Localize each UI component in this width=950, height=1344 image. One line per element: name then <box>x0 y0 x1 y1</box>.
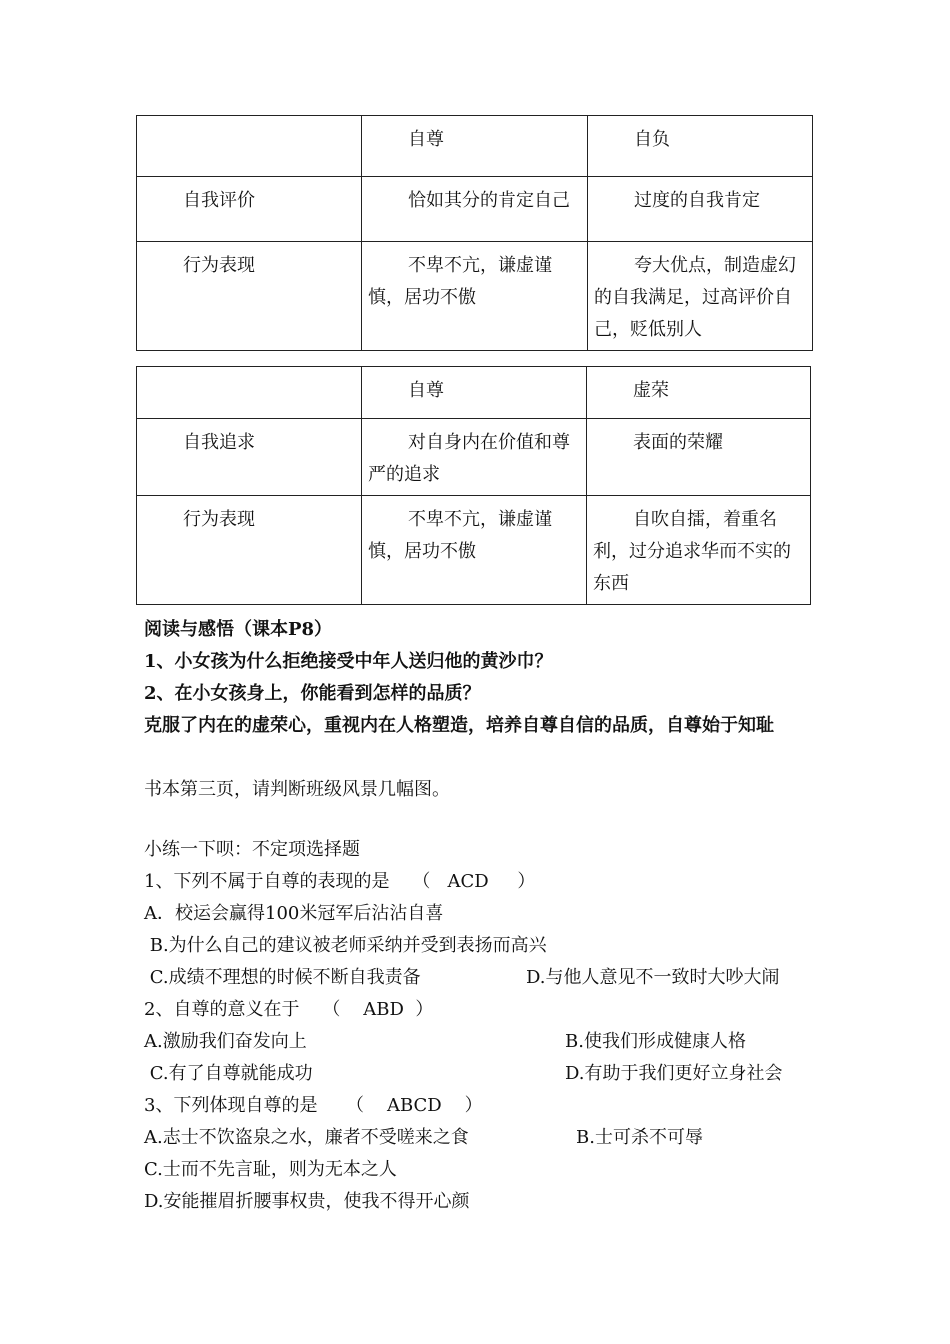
question-1-stem: 1、下列不属于自尊的表现的是 （ ACD ） <box>144 871 536 892</box>
comparison-table-self-esteem-vs-vanity <box>136 366 811 605</box>
comparison-table-self-esteem-vs-conceit <box>136 115 813 351</box>
question-2-option-a: A.激励我们奋发向上 <box>144 1031 307 1052</box>
table-row <box>137 419 811 496</box>
table-cell: 不卑不亢，谦虚谨慎，居功不傲 <box>362 496 587 605</box>
table-cell: 自吹自擂，着重名利，过分追求华而不实的东西 <box>587 496 811 605</box>
question-2-stem: 2、自尊的意义在于 （ ABD ） <box>144 999 434 1020</box>
question-1-option-b: B.为什么自己的建议被老师采纳并受到表扬而高兴 <box>144 935 547 956</box>
table-cell: 恰如其分的肯定自己 <box>362 177 588 242</box>
row-label-cell: 行为表现 <box>137 496 362 605</box>
question-3-option-a: A.志士不饮盗泉之水，廉者不受嗟来之食 <box>144 1127 469 1148</box>
table-row <box>137 242 813 351</box>
table-row <box>137 496 811 605</box>
table-row <box>137 177 813 242</box>
question-3-option-c: C.士而不先言耻，则为无本之人 <box>144 1159 397 1180</box>
question-1-option-a: A．校运会赢得100米冠军后沾沾自喜 <box>144 903 444 924</box>
row-label-cell: 行为表现 <box>137 242 362 351</box>
practice-title: 小练一下呗：不定项选择题 <box>144 839 360 860</box>
table-header-cell: 自负 <box>588 116 813 177</box>
table-header-cell: 自尊 <box>362 367 587 419</box>
table-cell: 表面的荣耀 <box>587 419 811 496</box>
table-cell: 不卑不亢，谦虚谨慎，居功不傲 <box>362 242 588 351</box>
reading-note: 书本第三页，请判断班级风景几幅图。 <box>144 779 450 800</box>
table-cell: 对自身内在价值和尊严的追求 <box>362 419 587 496</box>
question-1-option-c: C.成绩不理想的时候不断自我责备 <box>144 967 421 988</box>
reading-question-2: 2、在小女孩身上，你能看到怎样的品质？ <box>144 683 481 704</box>
table-cell: 过度的自我肯定 <box>588 177 813 242</box>
question-1-option-d: D.与他人意见不一致时大吵大闹 <box>526 967 780 988</box>
table-header-row <box>137 367 811 419</box>
table-cell <box>137 116 362 177</box>
question-3-option-d: D.安能摧眉折腰事权贵，使我不得开心颜 <box>144 1191 470 1212</box>
row-label-cell: 自我追求 <box>137 419 362 496</box>
question-3-option-b: B.士可杀不可辱 <box>576 1127 703 1148</box>
table-header-row <box>137 116 813 177</box>
table-header-cell: 自尊 <box>362 116 588 177</box>
table-cell: 夸大优点，制造虚幻的自我满足，过高评价自己，贬低别人 <box>588 242 813 351</box>
reading-answer: 克服了内在的虚荣心，重视内在人格塑造，培养自尊自信的品质，自尊始于知耻 <box>144 715 774 736</box>
reading-question-1: 1、小女孩为什么拒绝接受中年人送归他的黄沙巾？ <box>144 651 553 672</box>
question-3-stem: 3、下列体现自尊的是 （ ABCD ） <box>144 1095 483 1116</box>
reading-section-title: 阅读与感悟（课本P8） <box>144 619 333 640</box>
table-cell <box>137 367 362 419</box>
question-2-option-d: D.有助于我们更好立身社会 <box>565 1063 783 1084</box>
question-2-option-c: C.有了自尊就能成功 <box>144 1063 313 1084</box>
table-header-cell: 虚荣 <box>587 367 811 419</box>
row-label-cell: 自我评价 <box>137 177 362 242</box>
question-2-option-b: B.使我们形成健康人格 <box>565 1031 746 1052</box>
